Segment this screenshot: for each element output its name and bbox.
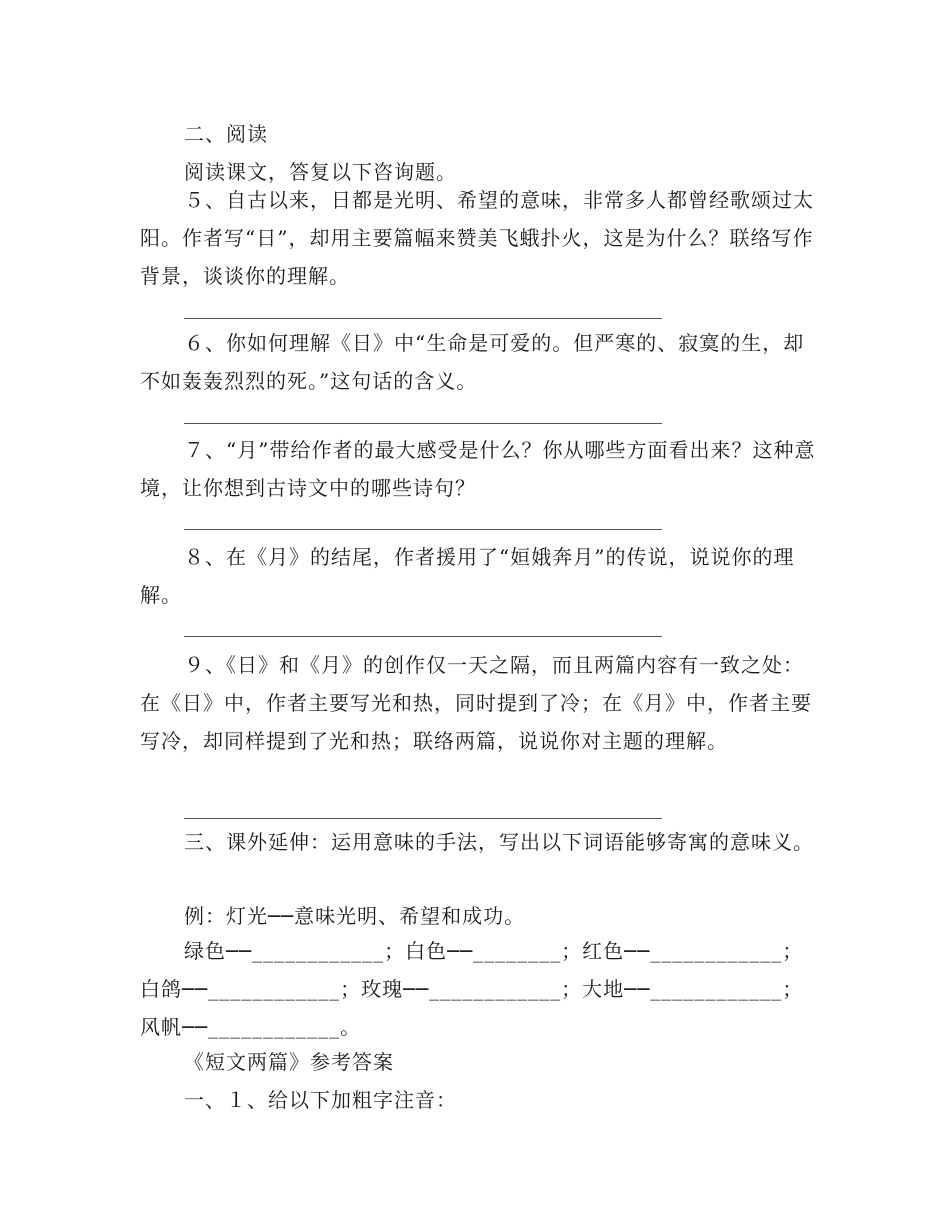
answer-key-item-1: 一、１、给以下加粗字注音：	[184, 1088, 457, 1112]
extension-example: 例：灯光──意味光明、希望和成功。	[184, 904, 526, 928]
answer-line-5	[184, 318, 662, 319]
answer-line-6	[184, 423, 662, 424]
answer-line-8	[184, 636, 662, 637]
section-heading-reading: 二、阅读	[184, 122, 268, 146]
answer-line-7	[184, 529, 662, 530]
question-7: ７、“月”带给作者的最大感受是什么？你从哪些方面看出来？这种意境，让你想到古诗文中的哪些诗句？	[140, 438, 816, 500]
extension-blanks: 绿色──____________；白色──________；红色──____________；白鸽──____________；玫瑰──____________；大地──____________；风帆──____________。	[140, 939, 804, 1039]
question-9: ９、《日》和《月》的创作仅一天之隔，而且两篇内容有一致之处：在《日》中，作者主要写光和热，同时提到了冷；在《月》中，作者主要写冷，却同样提到了光和热；联络两篇，说说你对主题的理解。	[140, 653, 812, 753]
section-heading-extension: 三、课外延伸：运用意味的手法，写出以下词语能够寄寓的意味义。	[184, 830, 814, 854]
question-6: ６、你如何理解《日》中“生命是可爱的。但严寒的、寂寞的生，却不如轰轰烈烈的死。”这句话的含义。	[140, 331, 805, 393]
answer-line-9	[184, 818, 662, 819]
question-8: ８、在《月》的结尾，作者援用了“姮娥奔月”的传说，说说你的理解。	[140, 545, 795, 607]
question-5: ５、自古以来，日都是光明、希望的意味，非常多人都曾经歌颂过太阳。作者写“日”，却用主要篇幅来赞美飞蛾扑火，这是为什么？联络写作背景，谈谈你的理解。	[140, 188, 814, 288]
reading-instruction: 阅读课文，答复以下咨询题。	[184, 160, 457, 184]
answer-key-title: 《短文两篇》参考答案	[184, 1050, 394, 1074]
